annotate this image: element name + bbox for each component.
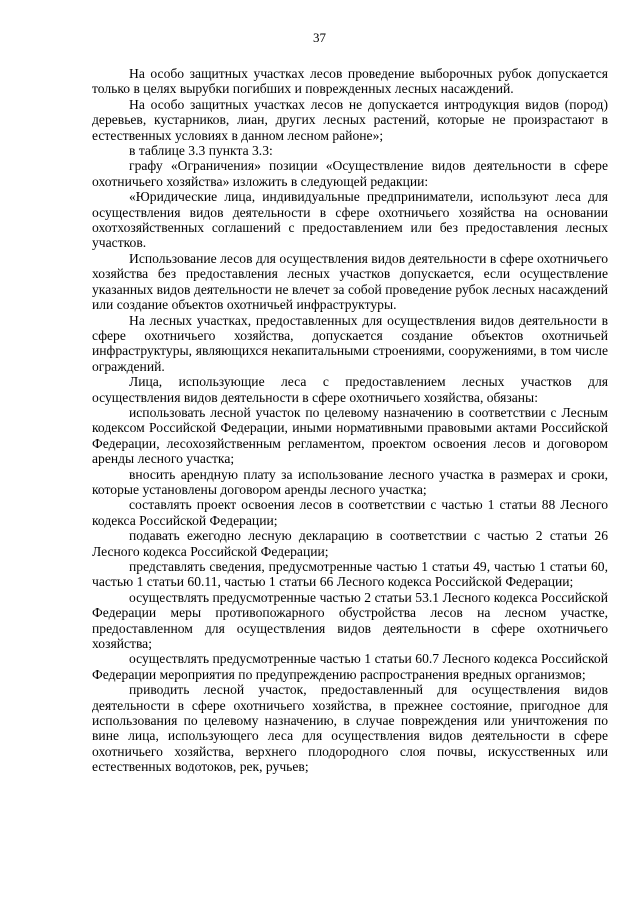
- paragraph: вносить арендную плату за использование лесного участка в размерах и сроки, которые установлены договором аренды лесного участка;: [92, 466, 608, 497]
- document-body: [92, 66, 608, 775]
- paragraph: приводить лесной участок, предоставленный для осуществления видов деятельности в сфере охотничьего хозяйства, в прежнее состояние, пригодное для использования по целевому назначению, в случае повреждения или уничтожения по вине лица, использующего леса для осуществления видов деятельности в сфере охотничьего хозяйства, верхнего плодородного слоя почвы, искусственных или естественных водотоков, рек, ручьев;: [92, 682, 608, 775]
- paragraph: Лица, использующие леса с предоставлением лесных участков для осуществления видов деятельности в сфере охотничьего хозяйства, обязаны:: [92, 374, 608, 405]
- paragraph: осуществлять предусмотренные частью 2 статьи 53.1 Лесного кодекса Российской Федерации меры противопожарного обустройства лесов на лесном участке, предоставленном для осуществления видов деятельности в сфере охотничьего хозяйства;: [92, 589, 608, 652]
- paragraph: представлять сведения, предусмотренные частью 1 статьи 49, частью 1 статьи 60, частью 1 статьи 60.11, частью 1 статьи 66 Лесного кодекса Российской Федерации;: [92, 559, 608, 590]
- paragraph: использовать лесной участок по целевому назначению в соответствии с Лесным кодексом Российской Федерации, иными нормативными правовыми актами Российской Федерации, лесохозяйственным регламентом, проектом освоения лесов и договором аренды лесного участка;: [92, 404, 608, 467]
- paragraph: На особо защитных участках лесов не допускается интродукция видов (пород) деревьев, кустарников, лиан, других лесных растений, которые не произрастают в естественных условиях в данном лесном районе»;: [92, 96, 608, 143]
- paragraph: подавать ежегодно лесную декларацию в соответствии с частью 2 статьи 26 Лесного кодекса Российской Федерации;: [92, 528, 608, 559]
- paragraph: в таблице 3.3 пункта 3.3:: [129, 143, 273, 159]
- paragraph: На лесных участках, предоставленных для осуществления видов деятельности в сфере охотничьего хозяйства, допускается создание объектов охотничьей инфраструктуры, являющихся некапитальными строениями, сооружениями, в том числе ограждений.: [92, 312, 608, 374]
- paragraph: осуществлять предусмотренные частью 1 статьи 60.7 Лесного кодекса Российской Федерации мероприятия по предупреждению распространения вредных организмов;: [92, 651, 608, 682]
- paragraph: Использование лесов для осуществления видов деятельности в сфере охотничьего хозяйства без предоставления лесных участков допускается, если осуществление указанных видов деятельности не влечет за собой проведение рубок лесных насаждений или создание объектов охотничьей инфраструктуры.: [92, 250, 608, 313]
- paragraph: «Юридические лица, индивидуальные предприниматели, используют леса для осуществления видов деятельности в сфере охотничьего хозяйства на основании охотхозяйственных соглашений с предоставлением или без предоставления лесных участков.: [92, 189, 608, 251]
- paragraph: графу «Ограничения» позиции «Осуществление видов деятельности в сфере охотничьего хозяйства» изложить в следующей редакции:: [92, 158, 608, 189]
- paragraph: На особо защитных участках лесов проведение выборочных рубок допускается только в целях вырубки погибших и поврежденных лесных насаждений.: [92, 66, 608, 97]
- page-number: 37: [313, 30, 326, 45]
- paragraph: составлять проект освоения лесов в соответствии с частью 1 статьи 88 Лесного кодекса Российской Федерации;: [92, 497, 608, 528]
